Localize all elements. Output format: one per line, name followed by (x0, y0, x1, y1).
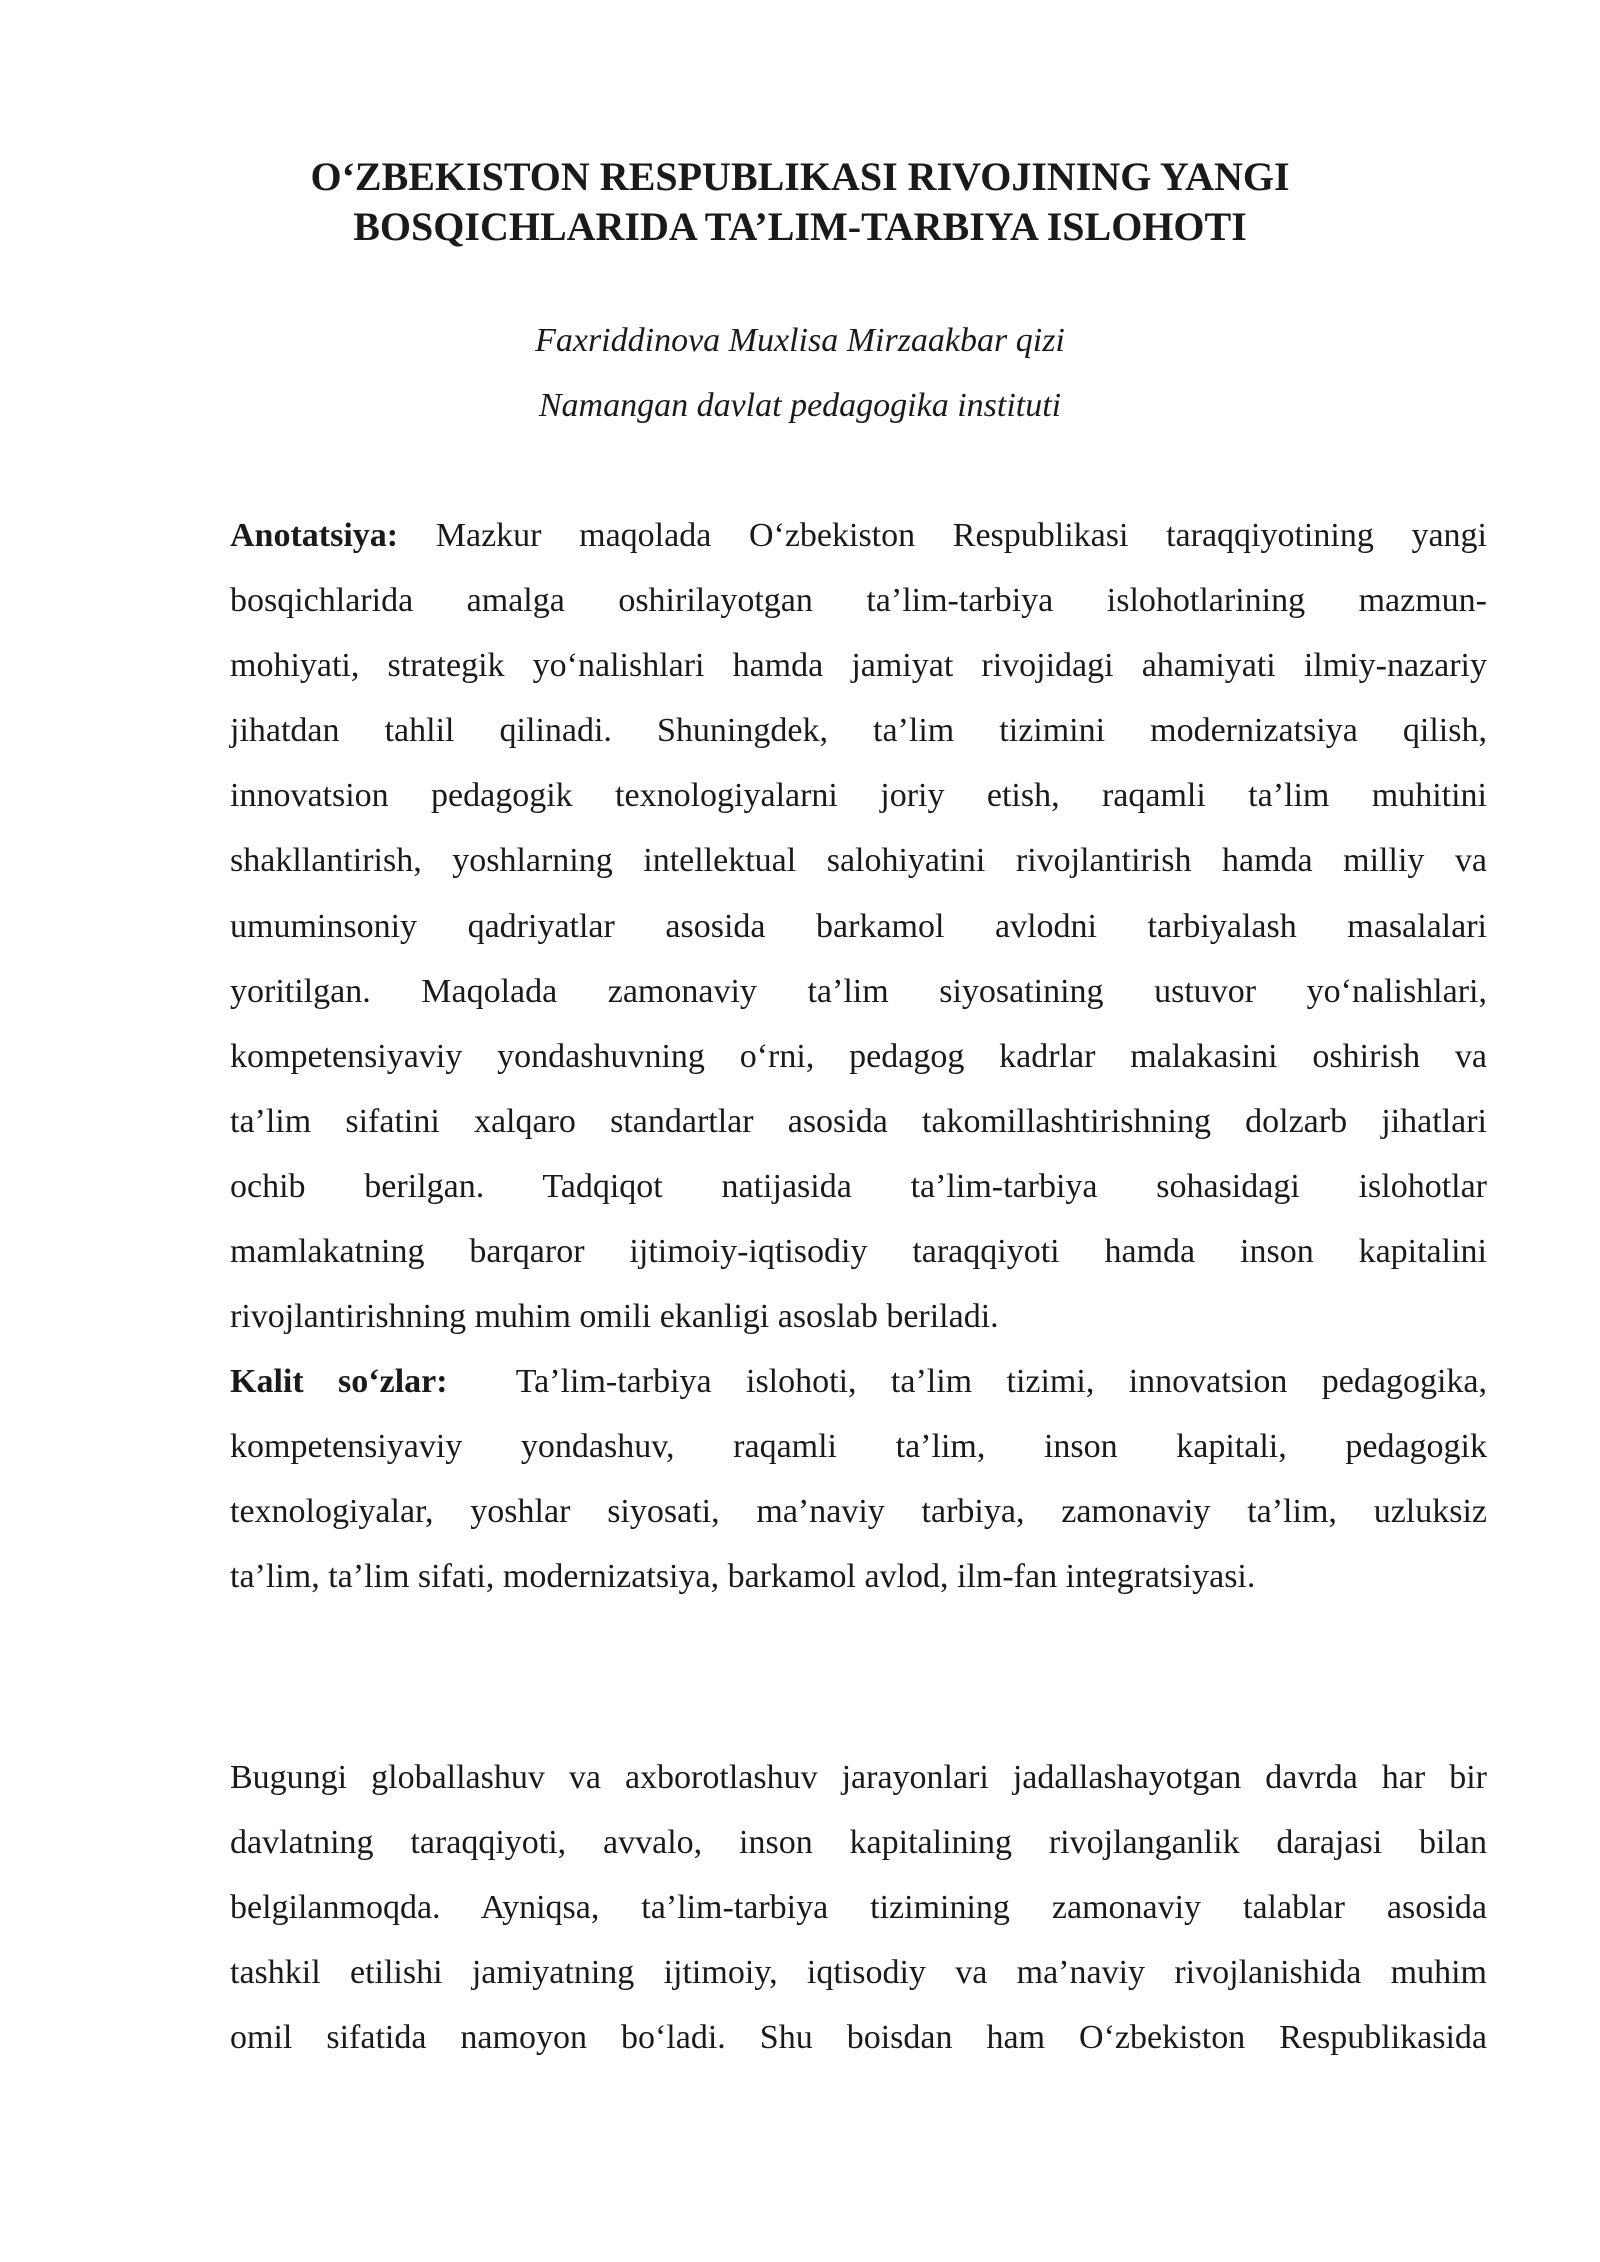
abstract-line: jihatdan tahlil qilinadi. Shuningdek, ta’lim tizimini modernizatsiya qilish, (230, 712, 1487, 750)
body-paragraph (230, 1745, 1487, 2070)
article-title (230, 152, 1370, 252)
keywords-label: Kalit so‘zlar: (230, 1363, 448, 1400)
body-line: tashkil etilishi jamiyatning ijtimoiy, iqtisodiy va ma’naviy rivojlanishida muhim (230, 1954, 1487, 1992)
body-line: davlatning taraqqiyoti, avvalo, inson kapitalining rivojlanganlik darajasi bilan (230, 1824, 1487, 1862)
abstract-label: Anotatsiya: (230, 517, 399, 554)
abstract-line: ta’lim sifatini xalqaro standartlar asosida takomillashtirishning dolzarb jihatlari (230, 1102, 1487, 1140)
abstract-paragraph (230, 503, 1487, 1349)
keywords-line: texnologiyalar, yoshlar siyosati, ma’naviy tarbiya, zamonaviy ta’lim, uzluksiz (230, 1493, 1487, 1531)
author-affiliation: Namangan davlat pedagogika instituti (538, 387, 1062, 424)
abstract-line: bosqichlarida amalga oshirilayotgan ta’lim-tarbiya islohotlarining mazmun- (230, 582, 1487, 620)
body-line: Bugungi globallashuv va axborotlashuv jarayonlari jadallashayotgan davrda har bir (230, 1759, 1487, 1796)
abstract-line: shakllantirish, yoshlarning intellektual salohiyatini rivojlantirish hamda milliy va (230, 842, 1487, 880)
keywords-line (230, 1349, 1487, 1414)
abstract-line: rivojlantirishning muhim omili ekanligi asoslab beriladi. (230, 1298, 999, 1336)
body-line: belgilanmoqda. Ayniqsa, ta’lim-tarbiya tizimining zamonaviy talablar asosida (230, 1889, 1487, 1927)
title-line: O‘ZBEKISTON RESPUBLIKASI RIVOJINING YANGI (310, 154, 1290, 199)
keywords-line: kompetensiyaviy yondashuv, raqamli ta’lim, inson kapitali, pedagogik (230, 1428, 1487, 1466)
body-line: omil sifatida namoyon bo‘ladi. Shu boisdan ham O‘zbekiston Respublikasida (230, 2019, 1487, 2057)
abstract-line: ochib berilgan. Tadqiqot natijasida ta’lim-tarbiya sohasidagi islohotlar (230, 1167, 1487, 1205)
keywords-line: ta’lim, ta’lim sifati, modernizatsiya, barkamol avlod, ilm-fan integratsiyasi. (230, 1558, 1256, 1596)
abstract-line: umuminsoniy qadriyatlar asosida barkamol avlodni tarbiyalash masalalari (230, 907, 1487, 945)
title-line: BOSQICHLARIDA TA’LIM-TARBIYA ISLOHOTI (353, 204, 1247, 249)
abstract-line: mohiyati, strategik yo‘nalishlari hamda jamiyat rivojidagi ahamiyati ilmiy-nazariy (230, 647, 1487, 685)
keywords-paragraph (230, 1349, 1487, 1609)
abstract-line: mamlakatning barqaror ijtimoiy-iqtisodiy taraqqiyoti hamda inson kapitalini (230, 1233, 1487, 1271)
abstract-line: kompetensiyaviy yondashuvning o‘rni, pedagog kadrlar malakasini oshirish va (230, 1037, 1487, 1075)
abstract-line-text: Mazkur maqolada O‘zbekiston Respublikasi taraqqiyotining yangi (398, 517, 1487, 554)
abstract-line: innovatsion pedagogik texnologiyalarni joriy etish, raqamli ta’lim muhitini (230, 777, 1487, 815)
abstract-line (230, 503, 1487, 568)
abstract-line: yoritilgan. Maqolada zamonaviy ta’lim siyosatining ustuvor yo‘nalishlari, (230, 972, 1487, 1010)
keywords-line-text: Ta’lim-tarbiya islohoti, ta’lim tizimi, innovatsion pedagogika, (447, 1363, 1487, 1400)
author-name: Faxriddinova Muxlisa Mirzaakbar qizi (535, 322, 1065, 359)
